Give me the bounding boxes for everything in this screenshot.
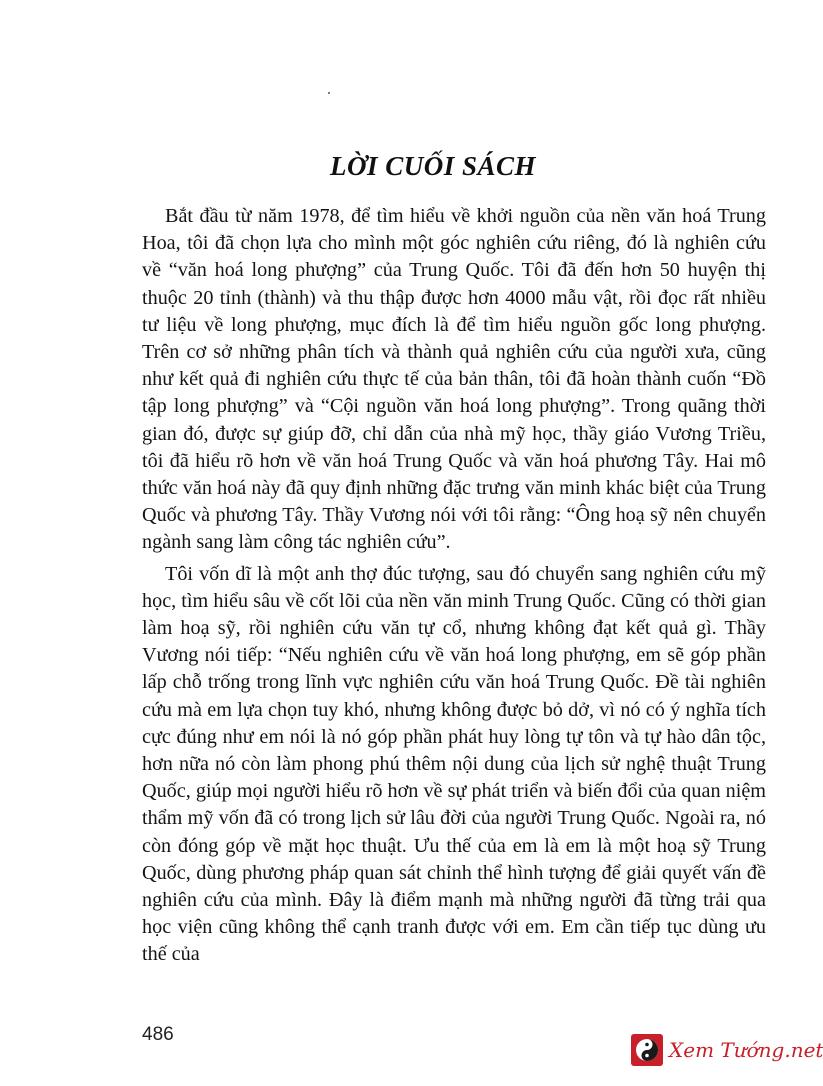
chapter-title: LỜI CUỐI SÁCH (329, 151, 537, 182)
body-text (142, 203, 766, 969)
yin-yang-icon (631, 1034, 663, 1066)
watermark (631, 1033, 823, 1067)
page-number: 486 (142, 1024, 174, 1045)
paragraph: Tôi vốn dĩ là một anh thợ đúc tượng, sau đó chuyển sang nghiên cứu mỹ học, tìm hiểu sâu về cốt lõi của nền văn minh Trung Quốc. Cũng có thời gian làm hoạ sỹ, rồi nghiên cứu văn tự cổ, nhưng không đạt kết quả gì. Thầy Vương nói tiếp: “Nếu nghiên cứu về văn hoá long phượng, em sẽ góp phần lấp chỗ trống trong lĩnh vực nghiên cứu văn hoá Trung Quốc. Đề tài nghiên cứu mà em lựa chọn tuy khó, nhưng không được bỏ dở, vì nó có ý nghĩa tích cực đúng như em nói là nó góp phần phát huy lòng tự tôn và tự hào dân tộc, hơn nữa nó còn làm phong phú thêm nội dung của lịch sử nghệ thuật Trung Quốc, giúp mọi người hiểu rõ hơn về sự phát triển và biến đổi của quan niệm thẩm mỹ vốn đã có trong lịch sử lâu đời của người Trung Quốc. Ngoài ra, nó còn đóng góp về mặt học thuật. Ưu thế của em là em là một hoạ sỹ Trung Quốc, dùng phương pháp quan sát chỉnh thể hình tượng để giải quyết vấn đề nghiên cứu của mình. Đây là điểm mạnh mà những người đã từng trải qua học viện cũng không thể cạnh tranh được với em. Em cần tiếp tục dùng ưu thế của (142, 562, 766, 966)
watermark-text: Xem Tướng.net (669, 1038, 823, 1062)
paragraph: Bắt đầu từ năm 1978, để tìm hiểu về khởi nguồn của nền văn hoá Trung Hoa, tôi đã chọn lựa cho mình một góc nghiên cứu riêng, đó là nghiên cứu về “văn hoá long phượng” của Trung Quốc. Tôi đã đến hơn 50 huyện thị thuộc 20 tỉnh (thành) và thu thập được hơn 4000 mẫu vật, rồi đọc rất nhiều tư liệu về long phượng, mục đích là để tìm hiểu nguồn gốc long phượng. Trên cơ sở những phân tích và thành quả nghiên cứu của người xưa, cũng như kết quả đi nghiên cứu thực tế của bản thân, tôi đã hoàn thành cuốn “Đồ tập long phượng” và “Cội nguồn văn hoá long phượng”. Trong quãng thời gian đó, được sự giúp đỡ, chỉ dẫn của nhà mỹ học, thầy giáo Vương Triều, tôi đã hiểu rõ hơn về văn hoá Trung Quốc và văn hoá phương Tây. Hai mô thức văn hoá này đã quy định những đặc trưng văn minh khác biệt của Trung Quốc và phương Tây. Thầy Vương nói với tôi rằng: “Ông hoạ sỹ nên chuyển ngành sang làm công tác nghiên cứu”. (142, 205, 766, 554)
scan-speck (328, 92, 330, 94)
